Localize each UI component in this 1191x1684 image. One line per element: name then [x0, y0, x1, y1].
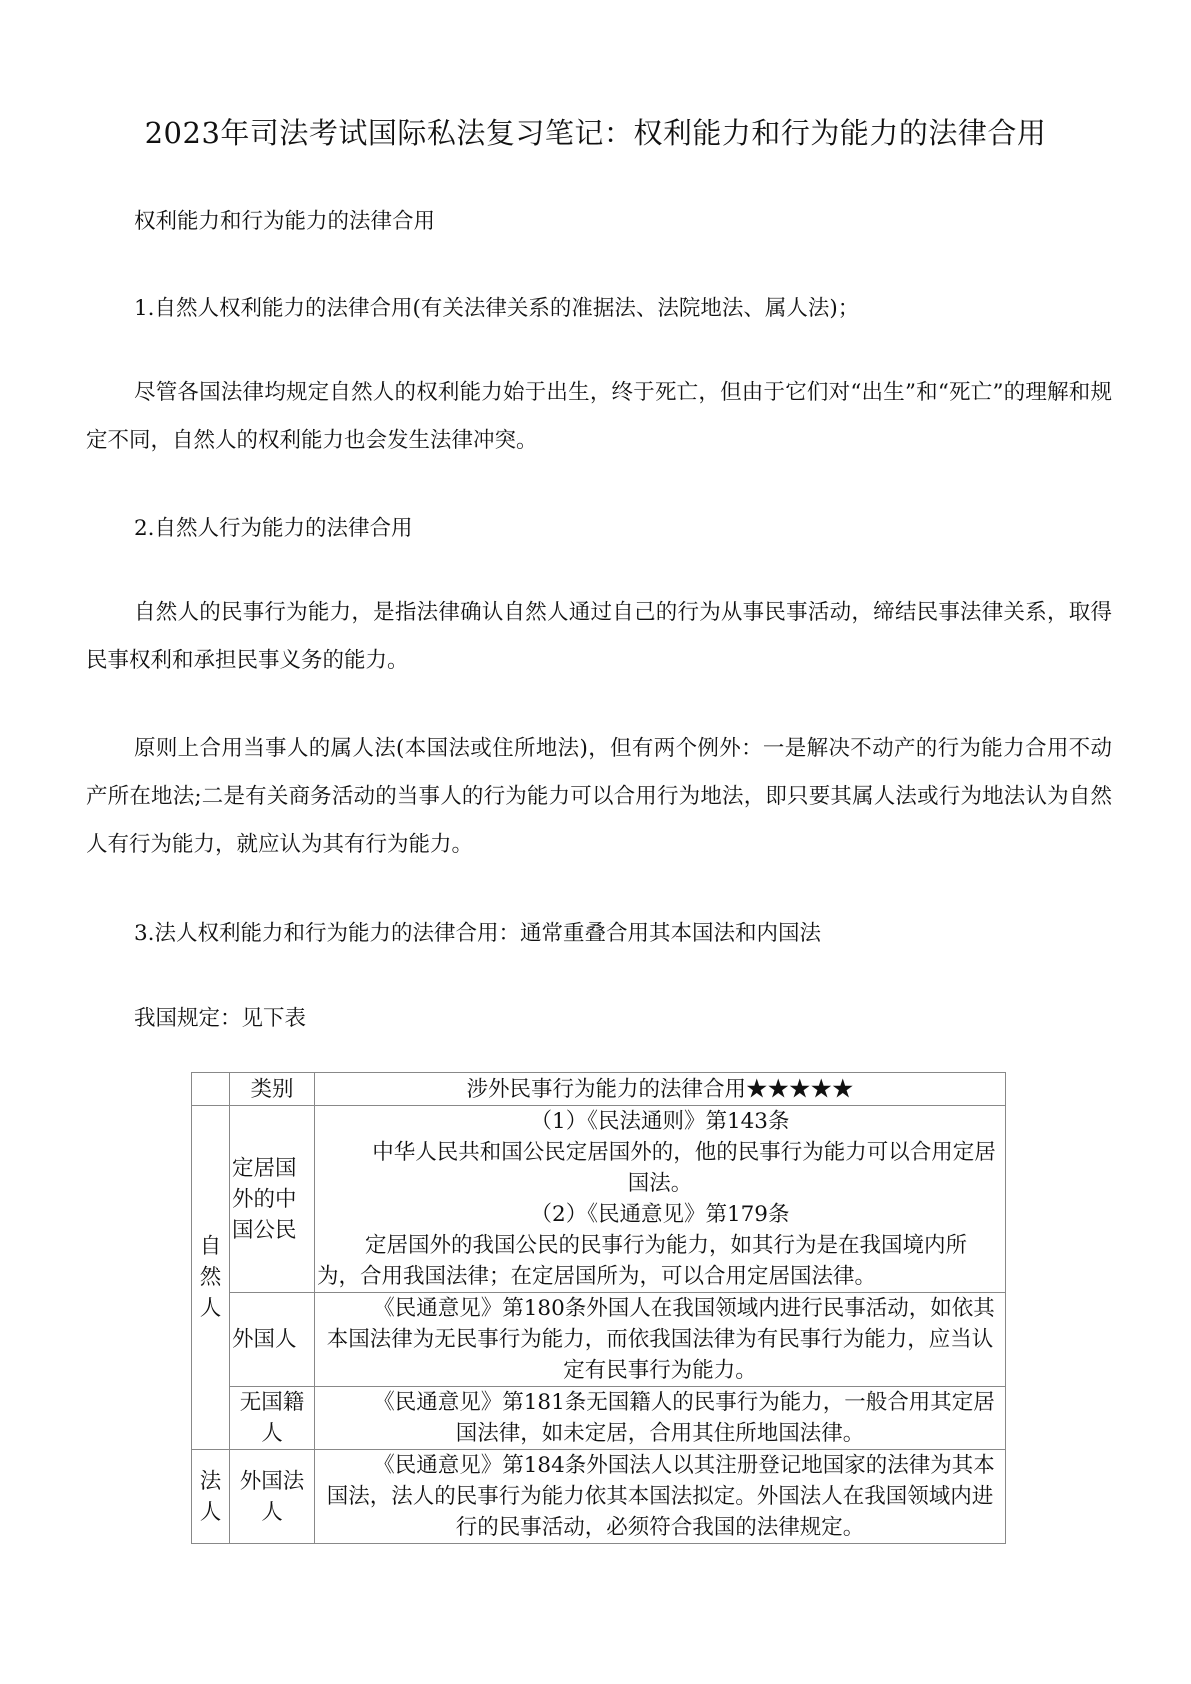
- rule-stateless: [315, 1387, 1006, 1450]
- category-overseas-citizen: 定居国外的中国公民: [230, 1106, 315, 1293]
- table-row: [192, 1450, 1006, 1544]
- table-intro: 我国规定：见下表: [134, 1006, 307, 1031]
- group-legal-person: 法人: [192, 1450, 230, 1544]
- header-group-cell: [192, 1073, 230, 1106]
- point-3-heading: 3.法人权利能力和行为能力的法律合用：通常重叠合用其本国法和内国法: [134, 921, 822, 946]
- point-1-body: 尽管各国法律均规定自然人的权利能力始于出生，终于死亡，但由于它们对“出生”和“死亡”的理解和规定不同，自然人的权利能力也会发生法律冲突。: [86, 380, 1112, 453]
- header-category-cell: 类别: [230, 1073, 315, 1106]
- section-heading: 权利能力和行为能力的法律合用: [134, 209, 436, 234]
- capacity-law-table: [191, 1072, 1006, 1544]
- rule-text-184: 《民通意见》第184条外国法人以其注册登记地国家的法律为其本国法，法人的民事行为能力依其本国法拟定。外国法人在我国领域内进行的民事活动，必须符合我国的法律规定。: [326, 1453, 995, 1540]
- point-1-heading: 1.自然人权利能力的法律合用(有关法律关系的准据法、法院地法、属人法)；: [134, 296, 860, 321]
- rule-text-143: 中华人民共和国公民定居国外的，他的民事行为能力可以合用定居国法。: [372, 1140, 996, 1196]
- rule-text-180: 《民通意见》第180条外国人在我国领域内进行民事活动，如依其本国法律为无民事行为能力，而依我国法律为有民事行为能力，应当认定有民事行为能力。: [326, 1296, 995, 1383]
- rule-text-181: 《民通意见》第181条无国籍人的民事行为能力，一般合用其定居国法律，如未定居，合用其住所地国法律。: [373, 1390, 995, 1446]
- rule-ref-179: （2）《民通意见》第179条: [530, 1202, 790, 1227]
- document-title: 2023年司法考试国际私法复习笔记：权利能力和行为能力的法律合用: [144, 116, 1047, 150]
- table-row: [192, 1387, 1006, 1450]
- point-2-heading: 2.自然人行为能力的法律合用: [134, 516, 413, 541]
- rule-text-179: 定居国外的我国公民的民事行为能力，如其行为是在我国境内所为，合用我国法律；在定居国所为，可以合用定居国法律。: [317, 1233, 968, 1289]
- category-foreign-legal-person: 外国法人: [230, 1450, 315, 1544]
- table-header-row: [192, 1073, 1006, 1106]
- category-foreigner: 外国人: [230, 1293, 315, 1387]
- rule-foreign-legal-person: [315, 1450, 1006, 1544]
- group-natural-person: 自然人: [192, 1106, 230, 1450]
- table-row: [192, 1106, 1006, 1293]
- category-stateless: 无国籍人: [230, 1387, 315, 1450]
- point-2-rule: 原则上合用当事人的属人法(本国法或住所地法)，但有两个例外：一是解决不动产的行为能力合用不动产所在地法;二是有关商务活动的当事人的行为能力可以合用行为地法，即只要其属人法或行为地法认为自然人有行为能力，就应认为其有行为能力。: [86, 736, 1112, 857]
- point-2-definition: 自然人的民事行为能力，是指法律确认自然人通过自己的行为从事民事活动，缔结民事法律关系，取得民事权利和承担民事义务的能力。: [86, 600, 1112, 673]
- header-content-cell: 涉外民事行为能力的法律合用★★★★★: [315, 1073, 1006, 1106]
- rule-foreigner: [315, 1293, 1006, 1387]
- table-row: [192, 1293, 1006, 1387]
- rule-overseas-citizen: [315, 1106, 1006, 1293]
- rule-ref-143: （1）《民法通则》第143条: [530, 1109, 790, 1134]
